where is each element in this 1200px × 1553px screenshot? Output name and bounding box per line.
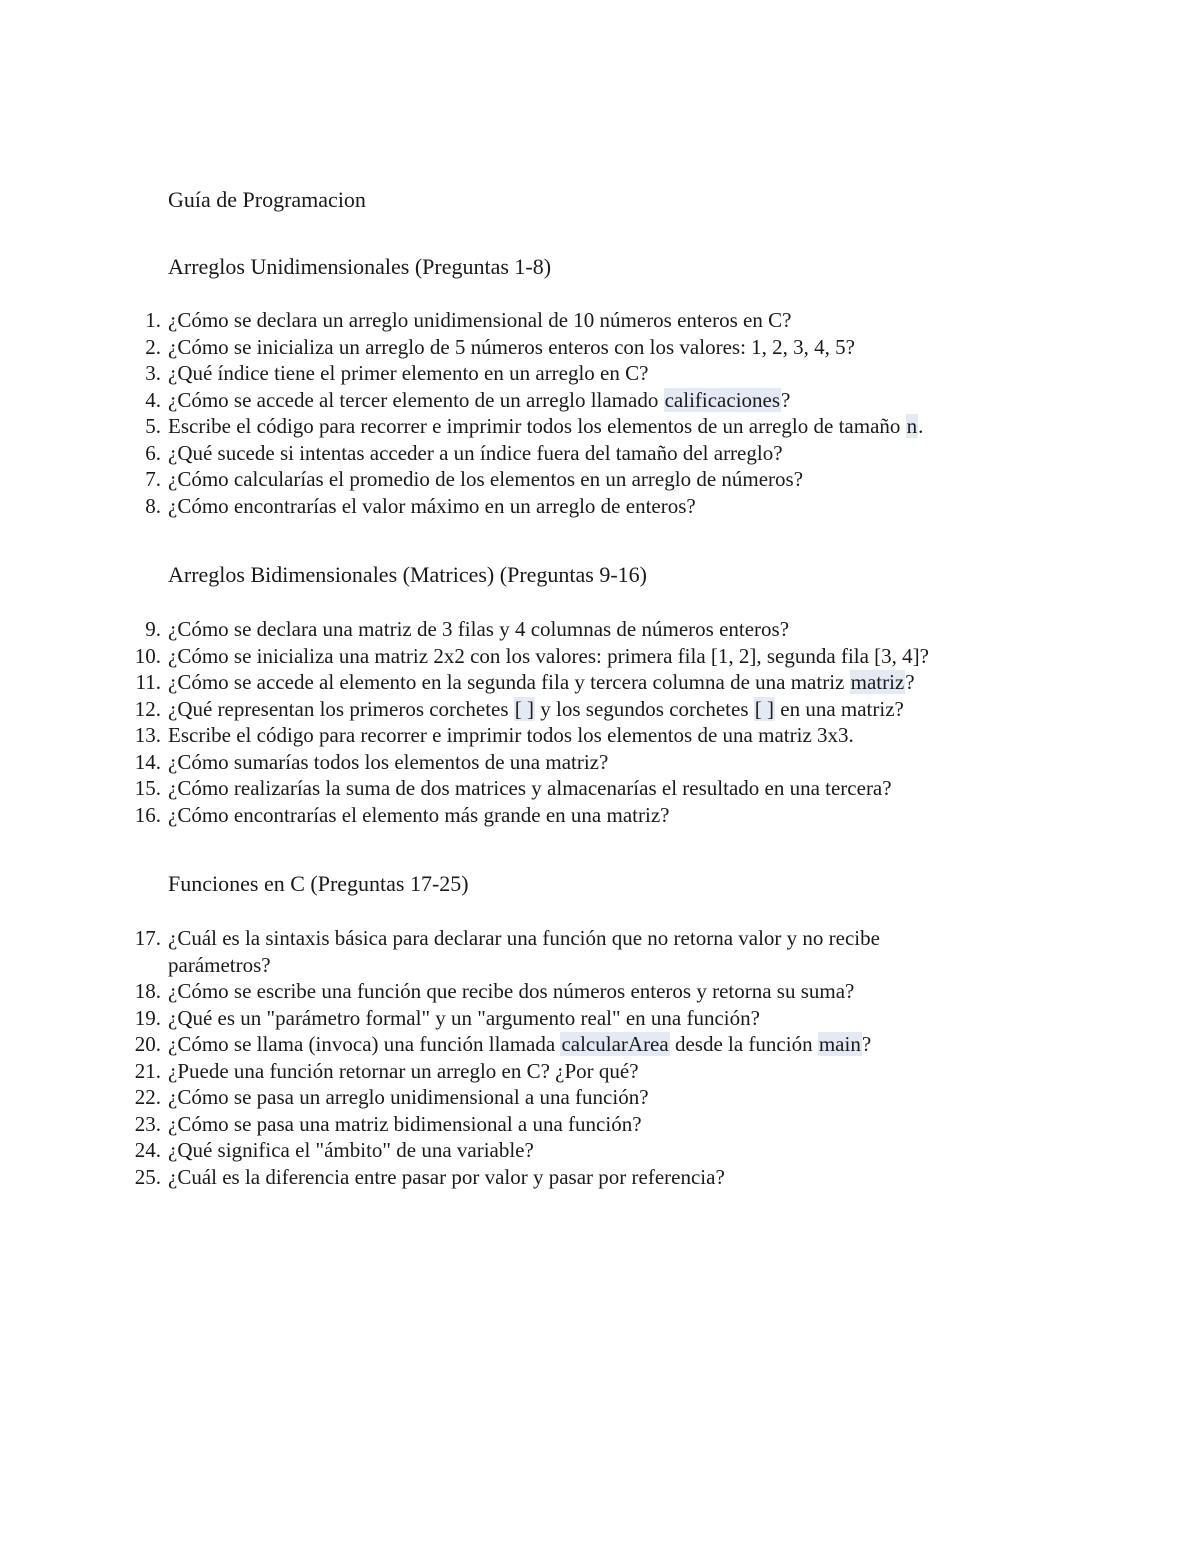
- question-number: 7.: [145, 467, 161, 491]
- code-identifier: main: [818, 1032, 861, 1056]
- question-number: 9.: [145, 617, 161, 641]
- question-number: 4.: [145, 387, 161, 412]
- question-number: 15.: [134, 776, 161, 800]
- question-list-functions: [0, 925, 1200, 1190]
- question-9: 9. ¿Cómo se declara una matriz de 3 filas y 4 columnas de números enteros?: [0, 616, 1200, 643]
- question-16: 16. ¿Cómo encontrarías el elemento más grande en una matriz?: [0, 802, 1200, 829]
- question-number: 1.: [145, 308, 161, 332]
- question-number: 21.: [134, 1058, 161, 1083]
- question-5: 5. Escribe el código para recorrer e imprimir todos los elementos de un arreglo de tamaño n.: [0, 413, 1200, 440]
- section-heading-functions: Funciones en C (Preguntas 17-25): [168, 871, 469, 896]
- question-20: 20. ¿Cómo se llama (invoca) una función llamada calcularArea desde la función main?: [0, 1031, 1200, 1058]
- question-10: 10. ¿Cómo se inicializa una matriz 2x2 con los valores: primera fila [1, 2], segunda fila [3, 4]?: [0, 643, 1200, 670]
- question-4: 4. ¿Cómo se accede al tercer elemento de un arreglo llamado calificaciones?: [0, 387, 1200, 414]
- question-12: 12. ¿Qué representan los primeros corchetes [ ] y los segundos corchetes [ ] en una matriz?: [0, 696, 1200, 723]
- question-23: 23. ¿Cómo se pasa una matriz bidimensional a una función?: [0, 1111, 1200, 1138]
- question-8: 8. ¿Cómo encontrarías el valor máximo en un arreglo de enteros?: [0, 493, 1200, 520]
- code-identifier: calcularArea: [561, 1032, 669, 1056]
- question-number: 25.: [134, 1164, 161, 1189]
- page-title: Guía de Programacion: [168, 187, 366, 212]
- section-heading-arrays-2d: Arreglos Bidimensionales (Matrices) (Preguntas 9-16): [168, 562, 647, 587]
- question-13: 13. Escribe el código para recorrer e imprimir todos los elementos de una matriz 3x3.: [0, 722, 1200, 749]
- question-3: 3. ¿Qué índice tiene el primer elemento en un arreglo en C?: [0, 360, 1200, 387]
- question-number: 3.: [145, 361, 161, 385]
- question-2: 2. ¿Cómo se inicializa un arreglo de 5 números enteros con los valores: 1, 2, 3, 4, 5?: [0, 334, 1200, 361]
- question-17: 17. ¿Cuál es la sintaxis básica para declarar una función que no retorna valor y no recibe parámetros?: [0, 925, 968, 978]
- question-18: 18. ¿Cómo se escribe una función que recibe dos números enteros y retorna su suma?: [0, 978, 1200, 1005]
- question-number: 20.: [134, 1032, 161, 1056]
- section-heading-arrays-1d: Arreglos Unidimensionales (Preguntas 1-8): [168, 254, 552, 279]
- question-number: 5.: [145, 414, 161, 438]
- question-number: 17.: [134, 926, 161, 950]
- code-identifier: matriz: [850, 670, 905, 694]
- question-number: 2.: [145, 334, 161, 359]
- question-21: 21. ¿Puede una función retornar un arreglo en C? ¿Por qué?: [0, 1058, 1200, 1085]
- question-22: 22. ¿Cómo se pasa un arreglo unidimensional a una función?: [0, 1084, 1200, 1111]
- question-19: 19. ¿Qué es un "parámetro formal" y un "argumento real" en una función?: [0, 1005, 1200, 1032]
- question-number: 11.: [135, 670, 161, 694]
- question-number: 6.: [145, 440, 161, 465]
- question-14: 14. ¿Cómo sumarías todos los elementos de una matriz?: [0, 749, 1200, 776]
- question-7: 7. ¿Cómo calcularías el promedio de los elementos en un arreglo de números?: [0, 466, 1200, 493]
- question-number: 13.: [134, 723, 161, 747]
- question-list-arrays-1d: [0, 307, 1200, 519]
- question-number: 24.: [134, 1138, 161, 1162]
- question-number: 12.: [134, 696, 161, 721]
- question-number: 22.: [134, 1085, 161, 1109]
- question-1: 1. ¿Cómo se declara un arreglo unidimensional de 10 números enteros en C?: [0, 307, 1200, 334]
- question-number: 16.: [134, 802, 161, 827]
- question-number: 8.: [145, 493, 161, 518]
- question-25: 25. ¿Cuál es la diferencia entre pasar por valor y pasar por referencia?: [0, 1164, 1200, 1191]
- code-identifier: [ ]: [514, 696, 535, 721]
- question-number: 18.: [134, 979, 161, 1003]
- question-11: 11. ¿Cómo se accede al elemento en la segunda fila y tercera columna de una matriz matriz?: [0, 669, 1200, 696]
- question-list-arrays-2d: [0, 616, 1200, 828]
- code-identifier: calificaciones: [664, 387, 781, 412]
- question-number: 19.: [134, 1005, 161, 1030]
- question-6: 6. ¿Qué sucede si intentas acceder a un índice fuera del tamaño del arreglo?: [0, 440, 1200, 467]
- question-15: 15. ¿Cómo realizarías la suma de dos matrices y almacenarías el resultado en una tercera?: [0, 775, 1200, 802]
- code-identifier: [ ]: [754, 696, 774, 721]
- question-number: 23.: [134, 1111, 161, 1136]
- question-number: 10.: [134, 643, 161, 668]
- code-identifier: n: [906, 414, 918, 438]
- question-number: 14.: [134, 749, 161, 774]
- question-24: 24. ¿Qué significa el "ámbito" de una variable?: [0, 1137, 1200, 1164]
